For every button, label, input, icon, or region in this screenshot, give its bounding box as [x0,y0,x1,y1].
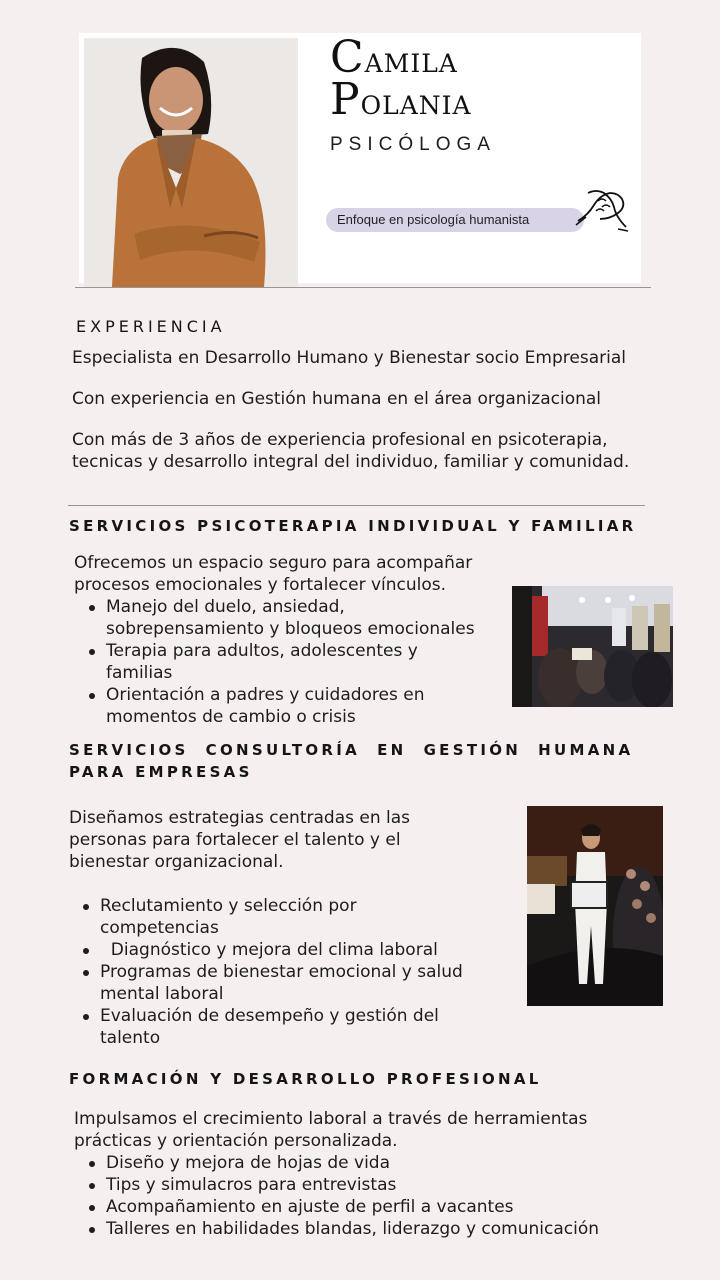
profile-photo [84,38,298,287]
first-name-initial: C [330,32,365,83]
list-item-line: momentos de cambio o crisis [106,707,356,727]
list-item: Talleres en habilidades blandas, liderazgo y comunicación [74,1218,694,1240]
last-name [330,74,472,125]
list-item-line: Reclutamiento y selección por [100,896,357,916]
role-title: PSICÓLOGA [330,134,496,155]
graduation-photo [527,806,663,1006]
list-item [68,895,508,939]
list-item-line: talento [100,1028,161,1048]
formacion-heading: FORMACIÓN Y DESARROLLO PROFESIONAL [69,1070,542,1088]
last-name-rest: OLANIA [360,91,472,120]
last-name-initial: P [330,74,361,125]
list-item [74,684,514,728]
psicoterapia-heading: SERVICIOS PSICOTERAPIA INDIVIDUAL Y FAMILIAR [69,517,637,535]
header-divider [75,287,651,288]
portrait-illustration [84,38,298,287]
consultoria-intro-line2: personas para fortalecer el talento y el [69,830,401,850]
list-item-line: Terapia para adultos, adolescentes y [106,641,418,661]
experiencia-heading: EXPERIENCIA [76,317,226,336]
list-item-line: familias [106,663,173,683]
experiencia-divider [68,505,645,506]
formacion-list [74,1152,694,1240]
list-item-line: mental laboral [100,984,224,1004]
psicoterapia-intro-line2: procesos emocionales y fortalecer vínculos. [74,575,447,595]
consultoria-heading-line2: PARA EMPRESAS [69,763,253,781]
consultoria-list [68,895,508,1049]
focus-pill: Enfoque en psicología humanista [326,208,584,232]
psicoterapia-intro-line1: Ofrecemos un espacio seguro para acompañar [74,553,473,573]
list-item-line: Evaluación de desempeño y gestión del [100,1006,439,1026]
handshake-icon [574,181,630,235]
list-item [74,596,514,640]
consultoria-intro-line1: Diseñamos estrategias centradas en las [69,808,411,828]
consultoria-intro-line3: bienestar organizacional. [69,852,284,872]
experiencia-p1: Especialista en Desarrollo Humano y Bienestar socio Empresarial [72,348,626,368]
list-item-line: Programas de bienestar emocional y salud [100,962,463,982]
list-item [68,1005,508,1049]
psicoterapia-list [74,596,514,728]
list-item [74,640,514,684]
experiencia-p3-line1: Con más de 3 años de experiencia profesional en psicoterapia, [72,430,608,450]
consultoria-heading-line1: SERVICIOS CONSULTORÍA EN GESTIÓN HUMANA [69,741,634,759]
list-item [68,939,508,961]
therapy-group-photo [512,586,673,707]
list-item-line: Manejo del duelo, ansiedad, [106,597,345,617]
experiencia-p2: Con experiencia en Gestión humana en el área organizacional [72,389,602,409]
list-item-line: competencias [100,918,219,938]
experiencia-p3-line2: tecnicas y desarrollo integral del individuo, familiar y comunidad. [72,452,630,472]
list-item-line: sobrepensamiento y bloqueos emocionales [106,619,475,639]
list-item [68,961,508,1005]
formacion-intro-line1: Impulsamos el crecimiento laboral a través de herramientas [74,1109,588,1129]
list-item: Acompañamiento en ajuste de perfil a vacantes [74,1196,694,1218]
formacion-intro-line2: prácticas y orientación personalizada. [74,1131,398,1151]
list-item: Diseño y mejora de hojas de vida [74,1152,694,1174]
list-item-line: Diagnóstico y mejora del clima laboral [100,940,438,960]
list-item-line: Orientación a padres y cuidadores en [106,685,425,705]
first-name-rest: AMILA [364,49,458,78]
list-item: Tips y simulacros para entrevistas [74,1174,694,1196]
